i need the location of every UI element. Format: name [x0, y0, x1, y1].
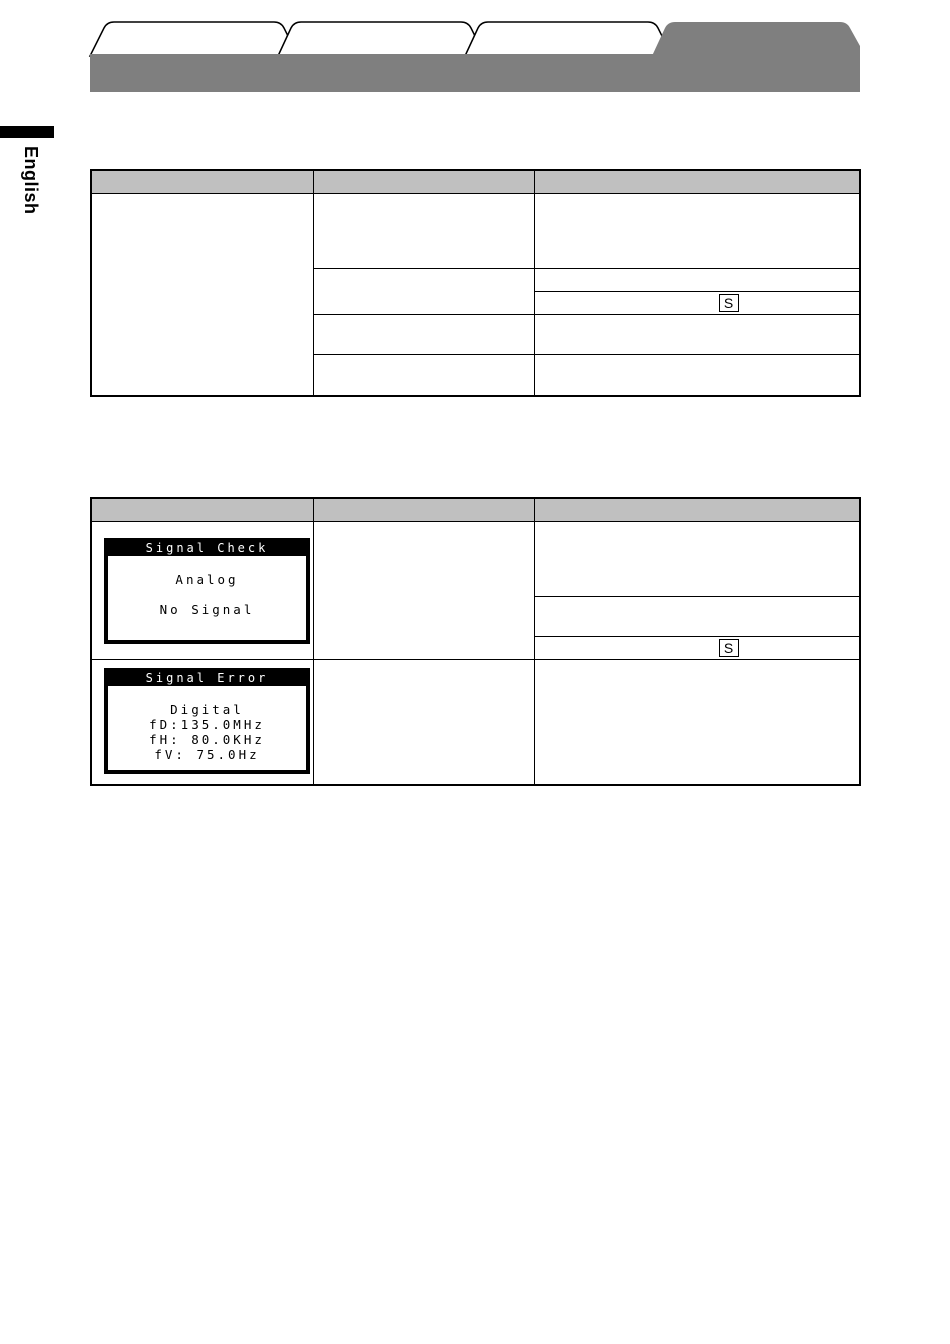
problem-cell — [91, 522, 313, 660]
tab-3[interactable] — [465, 22, 662, 56]
header-cell-problem — [91, 498, 313, 522]
header-cell-remedy — [534, 498, 860, 522]
osd-body — [108, 572, 306, 617]
tab-1[interactable] — [90, 22, 288, 56]
table-row — [91, 660, 860, 786]
osd-line: fV: 75.0Hz — [154, 747, 260, 762]
section-tabs — [88, 20, 864, 94]
remedy-cell — [534, 269, 860, 292]
cause-cell — [313, 660, 534, 786]
osd-line: fD:135.0MHz — [149, 717, 265, 732]
cause-cell — [313, 355, 534, 397]
signal-check-osd — [104, 538, 310, 644]
cause-cell — [313, 269, 534, 315]
problem-cell — [91, 660, 313, 786]
problem-cell — [91, 194, 313, 397]
remedy-cell — [534, 355, 860, 397]
side-language-label: English — [21, 146, 41, 215]
cause-cell — [313, 522, 534, 660]
osd-line: No Signal — [159, 602, 255, 617]
osd-body — [108, 686, 306, 762]
side-language-tab — [0, 126, 54, 138]
table-header-row — [91, 498, 860, 522]
remedy-cell — [534, 597, 860, 637]
header-cell-remedy — [534, 170, 860, 194]
remedy-cell — [534, 522, 860, 597]
header-cell-cause — [313, 170, 534, 194]
header-cell-cause — [313, 498, 534, 522]
remedy-cell — [534, 637, 860, 660]
cause-cell — [313, 315, 534, 355]
remedy-cell — [534, 292, 860, 315]
table-row — [91, 522, 860, 597]
s-button-icon: S — [719, 639, 739, 657]
osd-line: Digital — [170, 702, 244, 717]
header-cell-problem — [91, 170, 313, 194]
cause-cell — [313, 194, 534, 269]
tab-2[interactable] — [278, 22, 475, 56]
header-bar — [90, 54, 860, 92]
table-row — [91, 194, 860, 269]
osd-line: Analog — [175, 572, 239, 587]
remedy-cell — [534, 194, 860, 269]
s-button-icon: S — [719, 294, 739, 312]
remedy-cell — [534, 315, 860, 355]
troubleshooting-table-2 — [90, 497, 861, 786]
signal-error-osd — [104, 668, 310, 774]
osd-line: fH: 80.0KHz — [149, 732, 265, 747]
table-header-row — [91, 170, 860, 194]
tab-4-active[interactable] — [652, 22, 860, 56]
troubleshooting-table-1 — [90, 169, 861, 397]
remedy-cell — [534, 660, 860, 786]
osd-title: Signal Check — [108, 542, 306, 556]
osd-title: Signal Error — [108, 672, 306, 686]
